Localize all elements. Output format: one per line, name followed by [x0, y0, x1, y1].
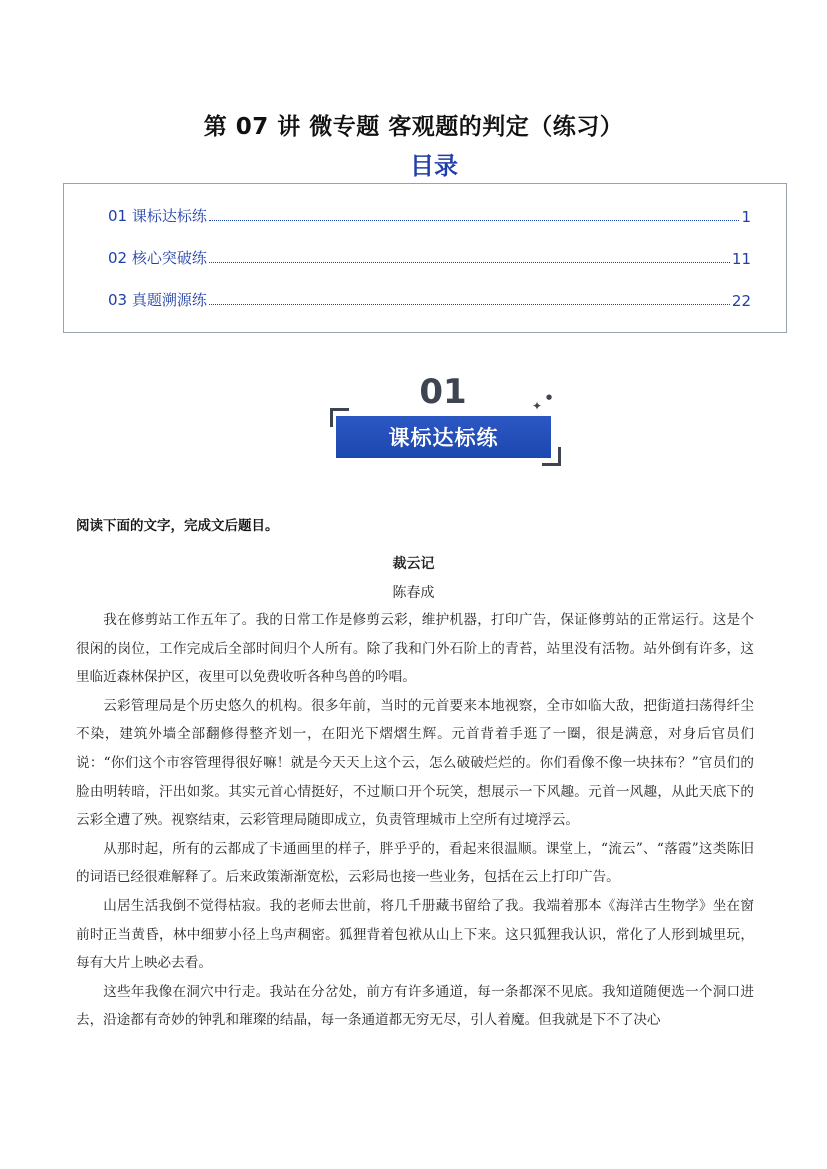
sparkle-icon: ●: [546, 393, 553, 401]
toc-entry-label: 01 课标达标练: [108, 207, 207, 225]
paragraph: 这些年我像在洞穴中行走。我站在分岔处，前方有许多通道，每一条都深不见底。我知道随便选一个洞口进去，沿途都有奇妙的钟乳和璀璨的结晶，每一条通道都无穷无尽，引人着魔。但我就是下不了决心: [76, 983, 754, 1029]
paragraph: 山居生活我倒不觉得枯寂。我的老师去世前，将几千册藏书留给了我。我端着那本《海洋古生物学》坐在窗前时正当黄昏，林中细萝小径上鸟声稠密。狐狸背着包袱从山上下来。这只狐狸我认识，常化了人形到城里玩，每有大片上映必去看。: [76, 897, 754, 972]
toc-entry-page: 1: [741, 208, 751, 226]
section-badge: [330, 372, 562, 468]
section-label: 课标达标练: [388, 426, 499, 450]
section-banner: [336, 416, 551, 458]
toc-leader-dots: [209, 219, 740, 221]
toc-leader-dots: [209, 261, 730, 263]
toc-entry-2[interactable]: [108, 246, 751, 268]
reading-instruction: 阅读下面的文字，完成文后题目。: [76, 518, 279, 534]
paragraph: 我在修剪站工作五年了。我的日常工作是修剪云彩，维护机器，打印广告，保证修剪站的正常运行。这是个很闲的岗位，工作完成后全部时间归个人所有。除了我和门外石阶上的青苔，站里没有活物。站外倒有许多，这里临近森林保护区，夜里可以免费收听各种鸟兽的吟唱。: [76, 612, 754, 686]
table-of-contents: [63, 183, 787, 333]
toc-entry-page: 22: [731, 292, 751, 310]
article-body: [76, 606, 754, 1035]
toc-entry-label: 03 真题溯源练: [108, 291, 207, 309]
paragraph: 云彩管理局是个历史悠久的机构。很多年前，当时的元首要来本地视察，全市如临大敌，把街道扫荡得纤尘不染，建筑外墙全部翻修得整齐划一，在阳光下熠熠生辉。元首背着手逛了一圈，很是满意，对身后官员们说：“你们这个市容管理得很好嘛！就是今天天上这个云，怎么破破烂烂的。你们看像不像一块抹布？”官员们的脸由明转暗，汗出如浆。其实元首心情挺好，不过顺口开个玩笑，想展示一下风趣。元首一风趣，从此天底下的云彩全遭了殃。视察结束，云彩管理局随即成立，负责管理城市上空所有过境浮云。: [76, 697, 754, 829]
toc-leader-dots: [209, 303, 730, 305]
toc-entry-3[interactable]: [108, 288, 751, 310]
document-title: 第 07 讲 微专题 客观题的判定（练习）: [203, 114, 624, 140]
sparkle-icon: ✦: [532, 399, 543, 413]
article-author: 陈春成: [392, 585, 435, 601]
section-number: 01: [419, 372, 467, 412]
toc-entry-page: 11: [731, 250, 751, 268]
article-title: 裁云记: [392, 556, 435, 572]
toc-heading: 目录: [410, 152, 458, 180]
toc-entry-label: 02 核心突破练: [108, 249, 207, 267]
paragraph: 从那时起，所有的云都成了卡通画里的样子，胖乎乎的，看起来很温顺。课堂上，“流云”、“落霞”这类陈旧的词语已经很难解释了。后来政策渐渐宽松，云彩局也接一些业务，包括在云上打印广告。: [76, 840, 754, 886]
toc-entry-1[interactable]: [108, 204, 751, 226]
